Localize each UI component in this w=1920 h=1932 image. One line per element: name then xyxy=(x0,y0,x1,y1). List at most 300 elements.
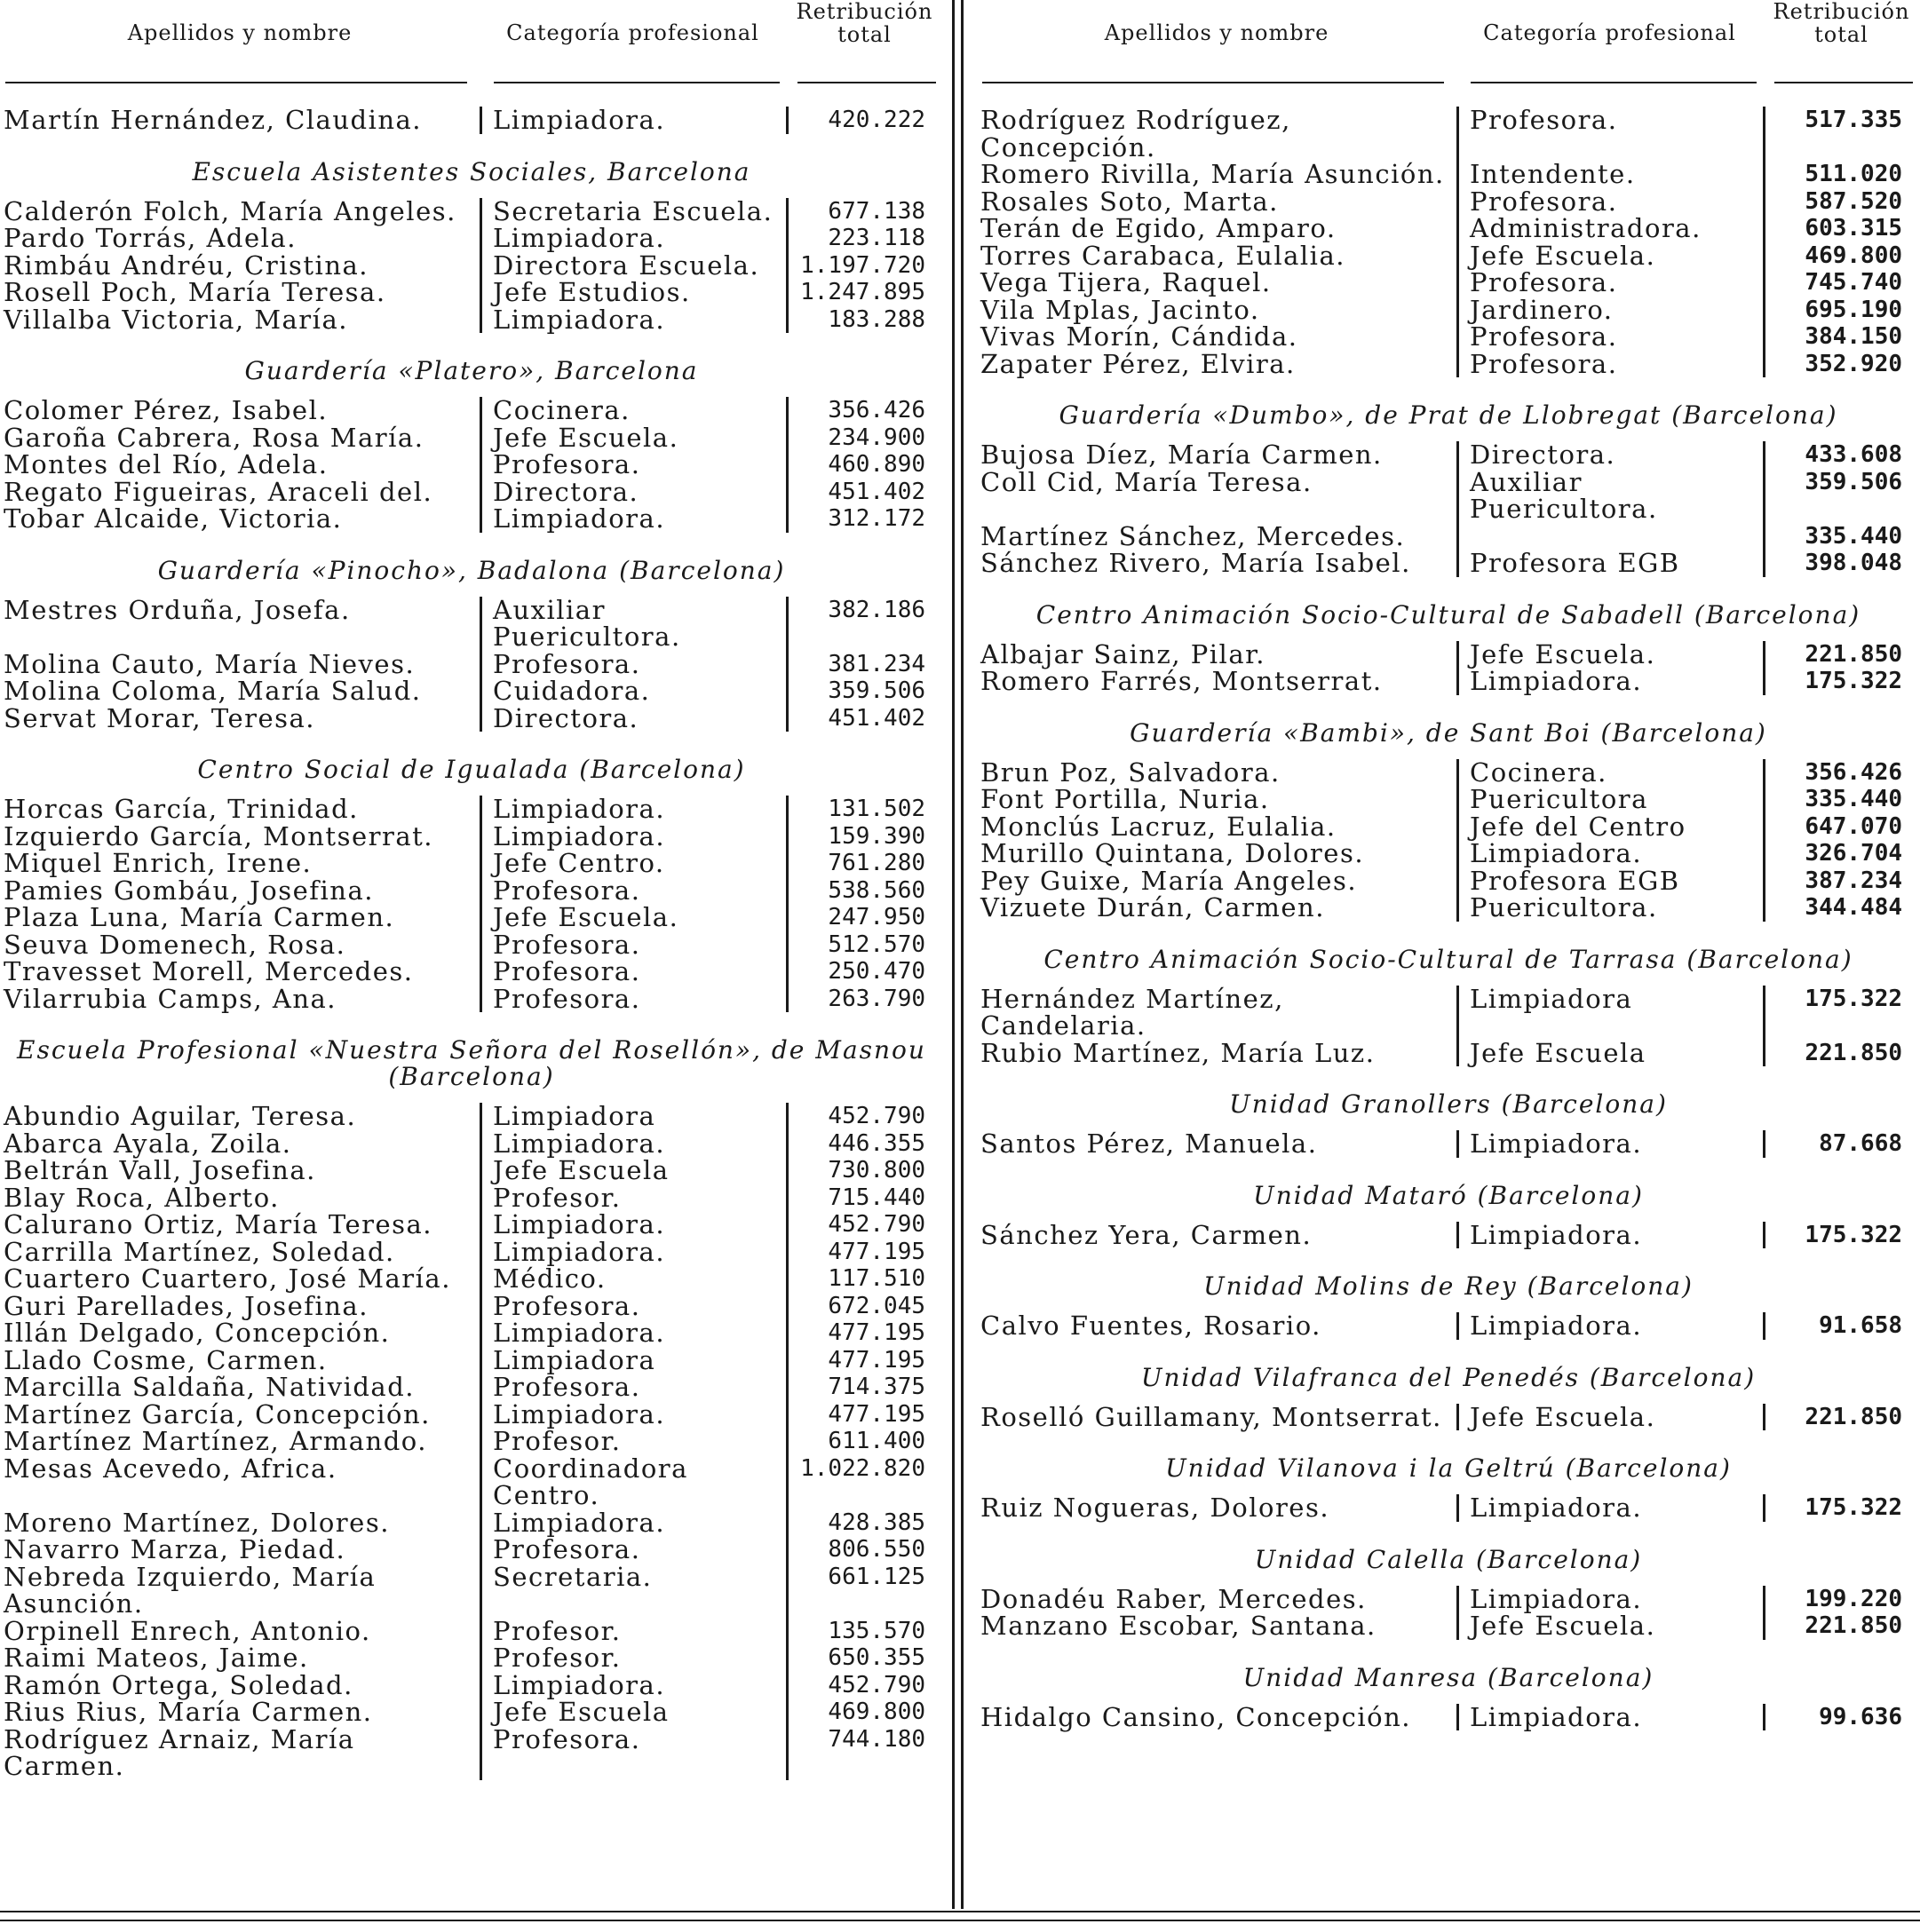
employee-name: Hidalgo Cansino, Concepción. xyxy=(980,1701,1411,1732)
employee-name: Garoña Cabrera, Rosa María. xyxy=(4,422,424,453)
section xyxy=(0,152,943,334)
section-title: Centro Animación Socio-Cultural de Tarrasa (Barcelona) xyxy=(1043,944,1853,974)
employee-name: Murillo Quintana, Dolores. xyxy=(980,838,1365,868)
employee-pay: 381.234 xyxy=(786,651,943,678)
employee-name: Montes del Río, Adela. xyxy=(4,449,329,479)
employee-category: Jefe Escuela xyxy=(1456,1040,1763,1067)
employee-name: Calurano Ortiz, María Teresa. xyxy=(4,1209,433,1239)
employee-pay: 611.400 xyxy=(786,1428,943,1455)
employee-category: Limpiadora. xyxy=(480,225,786,252)
employee-pay: 451.402 xyxy=(786,705,943,732)
section-title: Unidad Calella (Barcelona) xyxy=(1254,1544,1643,1574)
section xyxy=(977,713,1920,922)
employee-category: Auxiliar Puericultora. xyxy=(1456,469,1763,523)
employee-name: Mesas Acevedo, Africa. xyxy=(4,1453,337,1484)
employee-pay: 672.045 xyxy=(786,1293,943,1320)
section xyxy=(0,351,943,533)
employee-category: Limpiadora. xyxy=(480,1211,786,1239)
employee-pay: 603.315 xyxy=(1763,215,1920,242)
header-name: Apellidos y nombre xyxy=(127,20,353,45)
employee-category: Limpiadora. xyxy=(1456,840,1763,867)
employee-category: Profesor. xyxy=(480,1618,786,1645)
employee-category: Profesor. xyxy=(480,1184,786,1212)
employee-category xyxy=(1456,523,1763,550)
left-table-header xyxy=(0,0,943,89)
employee-name: Abarca Ayala, Zoila. xyxy=(4,1128,292,1159)
section-rows xyxy=(0,1103,943,1780)
employee-name: Bujosa Díez, María Carmen. xyxy=(980,439,1383,470)
employee-name: Miquel Enrich, Irene. xyxy=(4,848,313,878)
employee-category: Jefe Escuela. xyxy=(1456,1612,1763,1640)
employee-name: Illán Delgado, Concepción. xyxy=(4,1318,391,1348)
employee-pay: 538.560 xyxy=(786,877,943,905)
section-rows xyxy=(977,107,1920,377)
employee-pay: 715.440 xyxy=(786,1184,943,1212)
section-title: Escuela Profesional «Nuestra Señora del Rosellón», de Masnou (Barcelona) xyxy=(17,1035,926,1091)
employee-pay: 221.850 xyxy=(1763,641,1920,669)
section-title: Unidad Vilanova i la Geltrú (Barcelona) xyxy=(1165,1453,1732,1483)
employee-name: Llado Cosme, Carmen. xyxy=(4,1344,328,1375)
header-rule xyxy=(5,82,467,83)
employee-pay: 234.900 xyxy=(786,424,943,452)
employee-pay: 223.118 xyxy=(786,225,943,252)
employee-pay: 452.790 xyxy=(786,1103,943,1130)
employee-category: Directora. xyxy=(480,479,786,506)
section-title: Guardería «Bambi», de Sant Boi (Barcelona) xyxy=(1130,717,1767,748)
employee-name: Rodríguez Arnaiz, María Carmen. xyxy=(4,1723,355,1781)
employee-category: Directora Escuela. xyxy=(480,252,786,280)
employee-pay: 175.322 xyxy=(1763,986,1920,1040)
employee-name: Martínez García, Concepción. xyxy=(4,1398,431,1429)
section-title: Unidad Granollers (Barcelona) xyxy=(1229,1089,1668,1119)
employee-category: Limpiadora xyxy=(1456,986,1763,1040)
employee-pay: 511.020 xyxy=(1763,161,1920,188)
employee-category: Limpiadora. xyxy=(1456,668,1763,695)
employee-name: Molina Coloma, María Salud. xyxy=(4,676,422,706)
employee-pay: 175.322 xyxy=(1763,1222,1920,1249)
employee-name: Hernández Martínez, Candelaria. xyxy=(980,983,1284,1041)
employee-category: Profesora EGB xyxy=(1456,550,1763,577)
employee-name: Blay Roca, Alberto. xyxy=(4,1182,280,1213)
employee-pay: 420.222 xyxy=(786,107,943,134)
employee-pay: 452.790 xyxy=(786,1211,943,1239)
employee-pay: 175.322 xyxy=(1763,1494,1920,1522)
employee-name: Nebreda Izquierdo, María Asunción. xyxy=(4,1561,377,1619)
employee-category: Limpiadora. xyxy=(480,796,786,823)
employee-pay: 469.800 xyxy=(1763,242,1920,270)
employee-name: Mestres Orduña, Josefa. xyxy=(4,594,351,625)
employee-pay: 452.790 xyxy=(786,1672,943,1699)
employee-category: Profesora. xyxy=(480,986,786,1013)
employee-category: Profesora. xyxy=(480,1536,786,1564)
employee-name: Sánchez Yera, Carmen. xyxy=(980,1219,1313,1250)
header-rule xyxy=(494,82,780,83)
employee-category: Limpiadora. xyxy=(480,1401,786,1429)
employee-category: Directora. xyxy=(1456,441,1763,469)
employee-category: Puericultora xyxy=(1456,786,1763,813)
employee-category: Limpiadora. xyxy=(480,107,786,134)
header-pay: Retribución total xyxy=(1773,0,1910,47)
employee-name: Calvo Fuentes, Rosario. xyxy=(980,1310,1321,1341)
employee-name: Seuva Domenech, Rosa. xyxy=(4,929,346,960)
employee-name: Pey Guixe, María Angeles. xyxy=(980,865,1358,896)
employee-pay: 477.195 xyxy=(786,1401,943,1429)
employee-name: Beltrán Vall, Josefina. xyxy=(4,1155,316,1185)
employee-pay: 356.426 xyxy=(1763,759,1920,787)
employee-name: Pardo Torrás, Adela. xyxy=(4,223,297,253)
employee-pay: 99.636 xyxy=(1763,1704,1920,1731)
employee-pay: 695.190 xyxy=(1763,297,1920,324)
section-rows xyxy=(0,594,943,733)
section-rows xyxy=(0,195,943,335)
employee-category: Jefe del Centro xyxy=(1456,813,1763,841)
employee-name: Vizuete Durán, Carmen. xyxy=(980,892,1325,922)
employee-category: Limpiadora. xyxy=(480,1509,786,1537)
employee-name: Ruiz Nogueras, Dolores. xyxy=(980,1493,1330,1523)
employee-pay: 344.484 xyxy=(1763,894,1920,922)
employee-category: Profesora. xyxy=(480,877,786,905)
employee-name: Cuartero Cuartero, José María. xyxy=(4,1263,451,1294)
employee-pay: 87.668 xyxy=(1763,1130,1920,1158)
employee-name: Rosell Poch, María Teresa. xyxy=(4,277,386,307)
employee-name: Rius Rius, María Carmen. xyxy=(4,1697,373,1727)
employee-name: Moreno Martínez, Dolores. xyxy=(4,1507,390,1538)
employee-category: Profesora. xyxy=(480,958,786,986)
employee-name: Villalba Victoria, María. xyxy=(4,304,348,335)
employee-category: Cocinera. xyxy=(480,397,786,424)
employee-pay: 587.520 xyxy=(1763,188,1920,216)
employee-category: Limpiadora. xyxy=(1456,1494,1763,1522)
employee-category: Limpiadora. xyxy=(1456,1222,1763,1249)
employee-category: Jefe Escuela. xyxy=(480,904,786,931)
section xyxy=(977,1084,1920,1158)
right-table-header xyxy=(977,0,1920,89)
employee-category: Jefe Centro. xyxy=(480,850,786,877)
section xyxy=(0,107,943,134)
employee-category: Médico. xyxy=(480,1265,786,1293)
employee-pay: 387.234 xyxy=(1763,867,1920,895)
section-rows xyxy=(977,1401,1920,1432)
employee-pay: 117.510 xyxy=(786,1265,943,1293)
employee-pay: 359.506 xyxy=(786,677,943,705)
employee-name: Horcas García, Trinidad. xyxy=(4,794,359,824)
employee-pay: 761.280 xyxy=(786,850,943,877)
employee-category: Jefe Escuela. xyxy=(1456,1404,1763,1431)
employee-name: Donadéu Raber, Mercedes. xyxy=(980,1583,1367,1614)
employee-pay: 359.506 xyxy=(1763,469,1920,523)
section xyxy=(977,1658,1920,1731)
employee-name: Coll Cid, María Teresa. xyxy=(980,466,1313,497)
employee-category: Limpiadora. xyxy=(1456,1586,1763,1613)
employee-category: Profesora. xyxy=(480,1374,786,1401)
employee-pay: 183.288 xyxy=(786,306,943,334)
section-rows xyxy=(0,796,943,1012)
employee-pay: 745.740 xyxy=(1763,269,1920,297)
section xyxy=(977,1266,1920,1340)
employee-name: Rodríguez Rodríguez, Concepción. xyxy=(980,105,1291,162)
employee-category: Jefe Escuela. xyxy=(1456,641,1763,669)
employee-pay: 661.125 xyxy=(786,1564,943,1618)
column-divider-double xyxy=(961,0,964,1909)
employee-category: Limpiadora. xyxy=(480,1319,786,1347)
employee-category: Profesora. xyxy=(1456,269,1763,297)
section-rows xyxy=(977,1219,1920,1250)
employee-name: Vilarrubia Camps, Ana. xyxy=(4,983,337,1014)
section-title: Escuela Asistentes Sociales, Barcelona xyxy=(192,156,751,186)
employee-pay: 199.220 xyxy=(1763,1586,1920,1613)
employee-name: Tobar Alcaide, Victoria. xyxy=(4,503,343,534)
section xyxy=(977,939,1920,1067)
employee-category: Directora. xyxy=(480,705,786,732)
employee-name: Travesset Morell, Mercedes. xyxy=(4,956,414,986)
employee-name: Molina Cauto, María Nieves. xyxy=(4,648,416,679)
employee-name: Rubio Martínez, María Luz. xyxy=(980,1037,1376,1068)
left-column xyxy=(0,0,943,1780)
employee-pay: 1.247.895 xyxy=(786,279,943,306)
employee-name: Orpinell Enrech, Antonio. xyxy=(4,1615,371,1646)
section-rows xyxy=(977,1494,1920,1522)
employee-pay: 326.704 xyxy=(1763,840,1920,867)
employee-pay: 221.850 xyxy=(1763,1404,1920,1431)
right-column xyxy=(977,0,1920,1730)
employee-name: Romero Farrés, Montserrat. xyxy=(980,666,1383,696)
employee-pay: 714.375 xyxy=(786,1374,943,1401)
employee-pay: 352.920 xyxy=(1763,351,1920,378)
employee-category: Jefe Estudios. xyxy=(480,279,786,306)
employee-name: Manzano Escobar, Santana. xyxy=(980,1611,1377,1641)
employee-category: Auxiliar Puericultora. xyxy=(480,597,786,651)
employee-pay: 91.658 xyxy=(1763,1312,1920,1340)
employee-pay: 135.570 xyxy=(786,1618,943,1645)
section-title: Unidad Vilafranca del Penedés (Barcelona) xyxy=(1140,1362,1757,1392)
employee-category: Profesora EGB xyxy=(1456,867,1763,895)
employee-pay: 517.335 xyxy=(1763,107,1920,161)
employee-category: Intendente. xyxy=(1456,161,1763,188)
employee-name: Vivas Morín, Cándida. xyxy=(980,321,1298,352)
employee-category: Profesor. xyxy=(480,1428,786,1455)
employee-name: Martínez Sánchez, Mercedes. xyxy=(980,520,1406,551)
employee-category: Limpiadora. xyxy=(1456,1312,1763,1340)
employee-name: Terán de Egido, Amparo. xyxy=(980,213,1337,243)
section-rows xyxy=(977,756,1920,922)
employee-pay: 512.570 xyxy=(786,931,943,959)
employee-pay: 477.195 xyxy=(786,1319,943,1347)
employee-name: Pamies Gombáu, Josefina. xyxy=(4,875,374,906)
employee-pay: 730.800 xyxy=(786,1157,943,1184)
employee-pay: 469.800 xyxy=(786,1698,943,1726)
employee-name: Martínez Martínez, Armando. xyxy=(4,1426,427,1456)
employee-category: Limpiadora. xyxy=(480,505,786,533)
employee-category: Profesora. xyxy=(480,1293,786,1320)
employee-name: Martín Hernández, Claudina. xyxy=(4,105,423,135)
employee-pay: 428.385 xyxy=(786,1509,943,1537)
employee-category: Limpiadora. xyxy=(480,823,786,851)
header-rule xyxy=(982,82,1444,83)
right-sections xyxy=(977,107,1920,1730)
employee-name: Abundio Aguilar, Teresa. xyxy=(4,1101,357,1131)
section xyxy=(0,1030,943,1780)
employee-category: Profesora. xyxy=(480,1726,786,1780)
employee-category: Limpiadora xyxy=(480,1103,786,1130)
employee-name: Rosales Soto, Marta. xyxy=(980,186,1279,217)
employee-pay: 1.022.820 xyxy=(786,1455,943,1509)
section xyxy=(977,595,1920,695)
employee-name: Rimbáu Andréu, Cristina. xyxy=(4,249,369,281)
employee-name: Plaza Luna, María Carmen. xyxy=(4,902,395,932)
employee-category: Limpiadora. xyxy=(480,1672,786,1699)
employee-name: Font Portilla, Nuria. xyxy=(980,784,1270,814)
employee-name: Zapater Pérez, Elvira. xyxy=(980,348,1296,379)
employee-pay: 335.440 xyxy=(1763,523,1920,550)
section xyxy=(977,1540,1920,1640)
employee-name: Colomer Pérez, Isabel. xyxy=(4,395,329,425)
employee-category: Cocinera. xyxy=(1456,759,1763,787)
employee-category: Jefe Escuela xyxy=(480,1698,786,1726)
employee-name: Monclús Lacruz, Eulalia. xyxy=(980,811,1337,842)
employee-name: Albajar Sainz, Pilar. xyxy=(980,638,1266,669)
section-title: Guardería «Pinocho», Badalona (Barcelona) xyxy=(157,555,786,585)
employee-name: Izquierdo García, Montserrat. xyxy=(4,820,433,851)
footer-rule xyxy=(0,1911,1920,1912)
employee-pay: 131.502 xyxy=(786,796,943,823)
employee-pay: 460.890 xyxy=(786,451,943,479)
employee-pay: 433.608 xyxy=(1763,441,1920,469)
employee-pay: 650.355 xyxy=(786,1644,943,1672)
section-rows xyxy=(977,441,1920,577)
header-category: Categoría profesional xyxy=(1483,20,1736,45)
section-title: Guardería «Platero», Barcelona xyxy=(244,356,699,385)
employee-category: Jardinero. xyxy=(1456,297,1763,324)
section xyxy=(977,1176,1920,1249)
section xyxy=(977,1358,1920,1431)
header-pay: Retribución total xyxy=(796,0,933,47)
employee-name: Navarro Marza, Piedad. xyxy=(4,1534,346,1564)
employee-category: Jefe Escuela. xyxy=(1456,242,1763,270)
employee-pay: 250.470 xyxy=(786,958,943,986)
header-category: Categoría profesional xyxy=(506,20,759,45)
employee-pay: 677.138 xyxy=(786,198,943,226)
section-rows xyxy=(977,983,1920,1068)
employee-name: Raimi Mateos, Jaime. xyxy=(4,1643,309,1673)
employee-category: Profesor. xyxy=(480,1644,786,1672)
employee-category: Coordinadora Centro. xyxy=(480,1455,786,1509)
employee-category: Puericultora. xyxy=(1456,894,1763,922)
employee-name: Calderón Folch, María Angeles. xyxy=(4,195,456,226)
section-rows xyxy=(977,1130,1920,1158)
employee-name: Torres Carabaca, Eulalia. xyxy=(980,240,1345,271)
employee-pay: 451.402 xyxy=(786,479,943,506)
employee-name: Roselló Guillamany, Montserrat. xyxy=(980,1401,1442,1432)
employee-name: Sánchez Rivero, María Isabel. xyxy=(980,548,1411,578)
section-title: Unidad Molins de Rey (Barcelona) xyxy=(1203,1271,1694,1301)
section-rows xyxy=(977,638,1920,696)
employee-pay: 263.790 xyxy=(786,986,943,1013)
header-rule xyxy=(1774,82,1913,83)
employee-category: Profesora. xyxy=(480,651,786,678)
employee-name: Vega Tijera, Raquel. xyxy=(980,267,1272,297)
employee-name: Vila Mplas, Jacinto. xyxy=(980,294,1260,325)
section xyxy=(0,550,943,732)
employee-pay: 356.426 xyxy=(786,397,943,424)
employee-pay: 477.195 xyxy=(786,1239,943,1266)
employee-name: Romero Rivilla, María Asunción. xyxy=(980,159,1445,189)
section xyxy=(977,1448,1920,1522)
employee-category: Limpiadora. xyxy=(480,306,786,334)
employee-category: Jefe Escuela xyxy=(480,1157,786,1184)
employee-category: Cuidadora. xyxy=(480,677,786,705)
employee-name: Marcilla Saldaña, Natividad. xyxy=(4,1372,415,1402)
employee-pay: 806.550 xyxy=(786,1536,943,1564)
employee-category: Secretaria Escuela. xyxy=(480,198,786,226)
employee-pay: 247.950 xyxy=(786,904,943,931)
employee-name: Santos Pérez, Manuela. xyxy=(980,1128,1318,1159)
section-rows xyxy=(977,1701,1920,1732)
employee-name: Regato Figueiras, Araceli del. xyxy=(4,476,433,507)
header-rule xyxy=(797,82,936,83)
employee-pay: 159.390 xyxy=(786,823,943,851)
employee-category: Profesora. xyxy=(1456,351,1763,378)
section xyxy=(0,749,943,1012)
section xyxy=(977,395,1920,577)
header-name: Apellidos y nombre xyxy=(1104,20,1329,45)
section-title: Centro Animación Socio-Cultural de Sabadell (Barcelona) xyxy=(1035,599,1861,629)
employee-name: Brun Poz, Salvadora. xyxy=(980,756,1281,788)
employee-category: Profesora. xyxy=(1456,107,1763,161)
section-rows xyxy=(977,1583,1920,1641)
employee-pay: 744.180 xyxy=(786,1726,943,1780)
header-rule xyxy=(1471,82,1757,83)
employee-pay: 221.850 xyxy=(1763,1040,1920,1067)
employee-category: Profesora. xyxy=(480,931,786,959)
employee-name: Carrilla Martínez, Soledad. xyxy=(4,1236,395,1267)
section-title: Unidad Manresa (Barcelona) xyxy=(1242,1662,1654,1692)
employee-category: Profesora. xyxy=(1456,188,1763,216)
employee-pay: 446.355 xyxy=(786,1130,943,1158)
employee-pay: 175.322 xyxy=(1763,668,1920,695)
section-rows xyxy=(977,1312,1920,1340)
section-title: Unidad Mataró (Barcelona) xyxy=(1253,1180,1644,1210)
employee-pay: 335.440 xyxy=(1763,786,1920,813)
section-title: Guardería «Dumbo», de Prat de Llobregat (Barcelona) xyxy=(1059,400,1838,430)
employee-category: Jefe Escuela. xyxy=(480,424,786,452)
employee-pay: 1.197.720 xyxy=(786,252,943,280)
column-divider xyxy=(952,0,955,1909)
employee-category: Limpiadora xyxy=(480,1347,786,1374)
section-rows xyxy=(0,107,943,134)
employee-pay: 221.850 xyxy=(1763,1612,1920,1640)
employee-name: Guri Parellades, Josefina. xyxy=(4,1290,369,1321)
employee-pay: 477.195 xyxy=(786,1347,943,1374)
employee-pay: 312.172 xyxy=(786,505,943,533)
employee-pay: 647.070 xyxy=(1763,813,1920,841)
employee-category: Profesora. xyxy=(480,451,786,479)
employee-category: Profesora. xyxy=(1456,323,1763,351)
employee-category: Limpiadora. xyxy=(480,1239,786,1266)
left-sections xyxy=(0,107,943,1780)
employee-category: Secretaria. xyxy=(480,1564,786,1618)
employee-category: Administradora. xyxy=(1456,215,1763,242)
section-title: Centro Social de Igualada (Barcelona) xyxy=(197,755,746,784)
employee-pay: 382.186 xyxy=(786,597,943,651)
footer-rule-double xyxy=(0,1920,1920,1921)
employee-category: Limpiadora. xyxy=(1456,1704,1763,1731)
section xyxy=(977,107,1920,377)
employee-name: Ramón Ortega, Soledad. xyxy=(4,1669,353,1700)
employee-category: Limpiadora. xyxy=(1456,1130,1763,1158)
employee-pay: 398.048 xyxy=(1763,550,1920,577)
employee-category: Limpiadora. xyxy=(480,1130,786,1158)
employee-pay: 384.150 xyxy=(1763,323,1920,351)
